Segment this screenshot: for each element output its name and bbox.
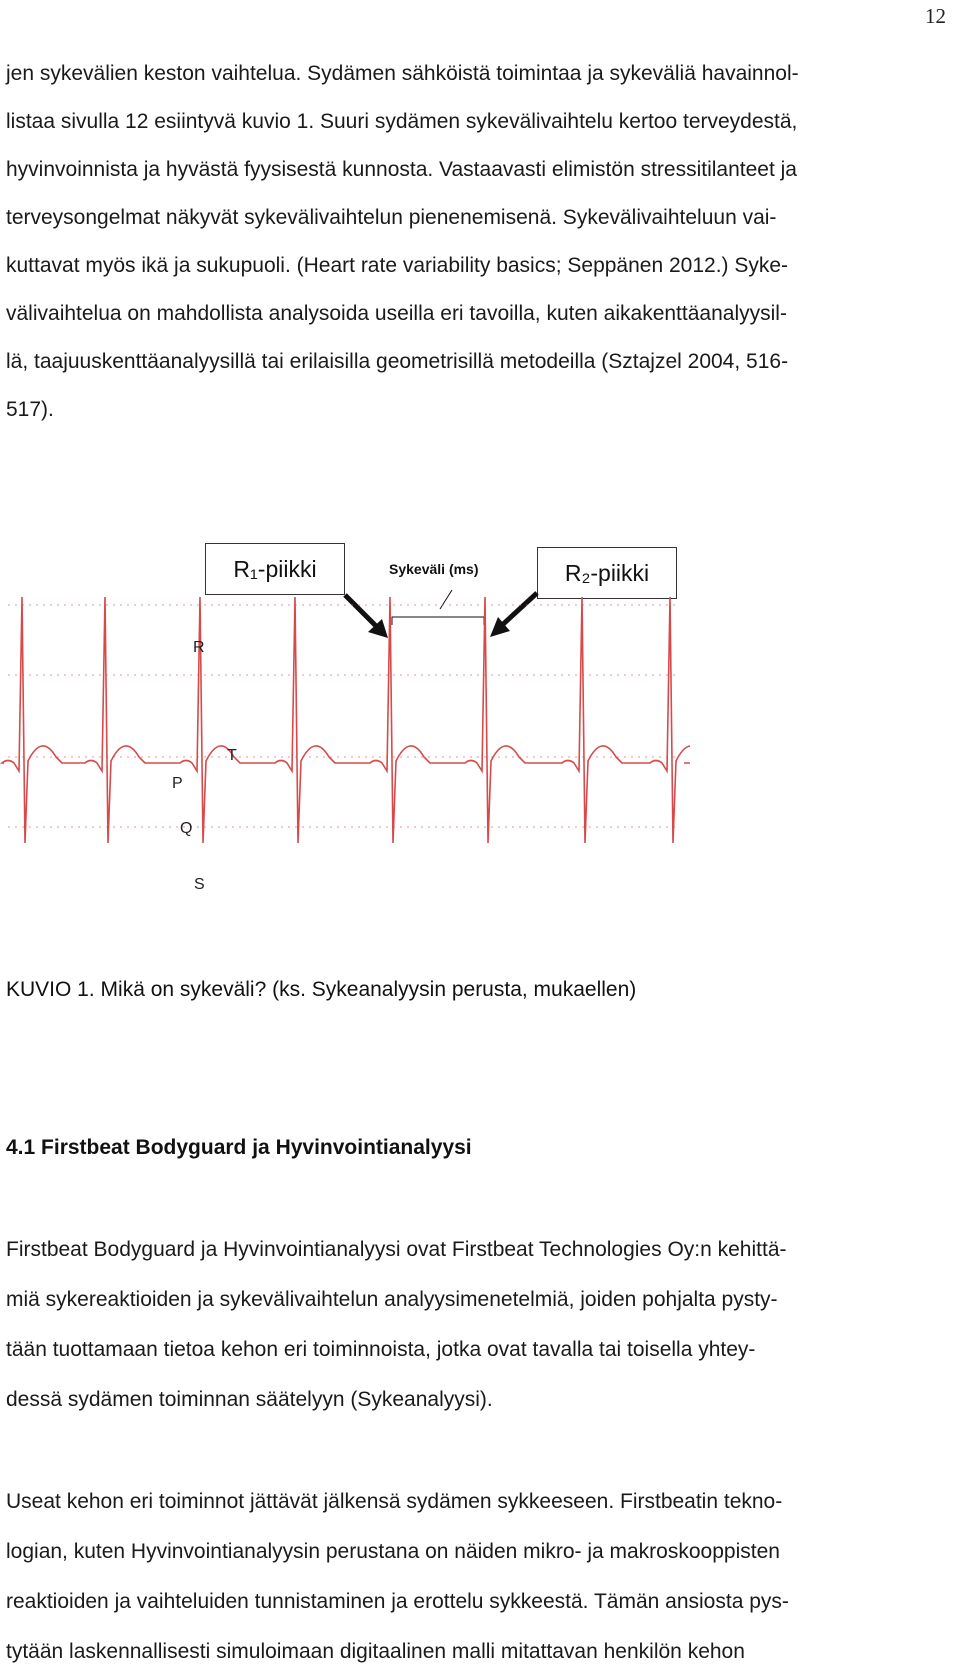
wave-label-q: Q [180,820,193,837]
text-line: tään tuottamaan tietoa kehon eri toiminnoista, jotka ovat tavalla tai toisella yhtey- [6,1338,756,1361]
text-line: hyvinvoinnista ja hyvästä fyysisestä kunnosta. Vastaavasti elimistön stressitilanteet ja [6,158,797,181]
wave-label-s: S [194,876,205,893]
text-line: kuttavat myös ikä ja sukupuoli. (Heart rate variability basics; Seppänen 2012.) Syke- [6,254,789,277]
text-line: terveysongelmat näkyvät sykevälivaihtelun pienenemisenä. Sykevälivaihteluun vai- [6,206,777,229]
text-line: miä sykereaktioiden ja sykevälivaihtelun analyysimenetelmiä, joiden pohjalta pysty- [6,1288,778,1311]
wave-label-t: T [227,747,237,764]
text-line: dessä sydämen toiminnan säätelyyn (Sykeanalyysi). [6,1388,493,1411]
wave-label-p: P [172,775,183,792]
text-line: Useat kehon eri toiminnot jättävät jälkensä sydämen sykkeeseen. Firstbeatin tekno- [6,1490,783,1513]
ecg-trace-graphic [0,535,690,915]
text-line: Firstbeat Bodyguard ja Hyvinvointianalyysi ovat Firstbeat Technologies Oy:n kehittä- [6,1238,787,1261]
r2-peak-label-text: R₂-piikki [564,560,650,586]
text-line: lä, taajuuskenttäanalyysillä tai erilaisilla geometrisillä metodeilla (Sztajzel 2004, 516- [6,350,789,373]
ecg-waveform [2,597,690,843]
text-line: tytään laskennallisesti simuloimaan digitaalinen malli mitattavan henkilön kehon [6,1640,745,1663]
interval-label: Sykeväli (ms) [389,561,479,577]
arrow-r2 [490,593,537,637]
page-number: 12 [925,4,946,28]
interval-bracket [392,617,484,625]
ecg-figure [0,535,690,915]
figure-caption: KUVIO 1. Mikä on sykeväli? (ks. Sykeanalyysin perusta, mukaellen) [6,978,637,1001]
text-line: logian, kuten Hyvinvointianalyysin perustana on näiden mikro- ja makroskooppisten [6,1540,780,1563]
arrow-r1 [345,595,388,638]
r1-peak-label-text: R₁-piikki [233,556,317,582]
text-line: jen sykevälien keston vaihtelua. Sydämen sähköistä toimintaa ja sykeväliä havainnol- [6,62,799,85]
wave-label-r: R [193,639,205,656]
text-line: reaktioiden ja vaihteluiden tunnistaminen ja erottelu sykkeestä. Tämän ansiosta pys- [6,1590,789,1613]
text-line: välivaihtelua on mahdollista analysoida useilla eri tavoilla, kuten aikakenttäanalyysil- [6,302,787,325]
section-heading: 4.1 Firstbeat Bodyguard ja Hyvinvointianalyysi [6,1136,472,1159]
text-line: listaa sivulla 12 esiintyvä kuvio 1. Suuri sydämen sykevälivaihtelu kertoo terveydestä, [6,110,798,133]
text-line: 517). [6,398,54,421]
interval-pointer [440,590,452,609]
